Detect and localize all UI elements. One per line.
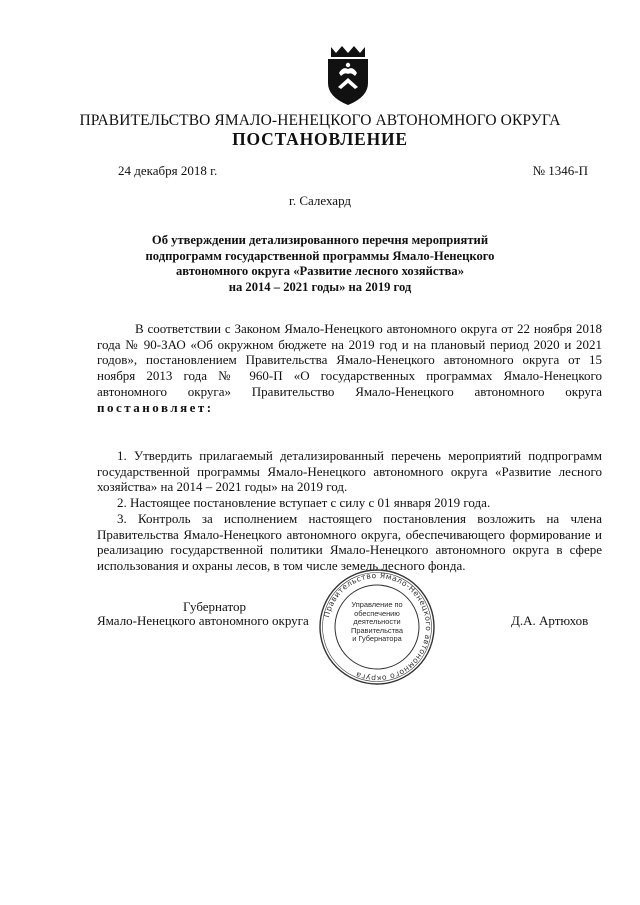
seal-line: Управление по — [351, 600, 403, 609]
document-date: 24 декабря 2018 г. — [118, 163, 218, 178]
coat-of-arms-icon — [322, 45, 374, 107]
item-paragraph-2: 2. Настоящее постановление вступает с силу с 01 января 2019 года. — [117, 495, 491, 510]
decision-verb: постановляет: — [97, 399, 214, 415]
preamble-paragraph — [97, 321, 602, 415]
title-line: на 2014 – 2021 годы» на 2019 год — [228, 279, 412, 294]
title-line: подпрограмм государственной программы Ямало-Ненецкого — [145, 248, 495, 263]
document-type: ПОСТАНОВЛЕНИЕ — [232, 129, 408, 149]
document-title — [110, 233, 530, 295]
title-line: автономного округа «Развитие лесного хозяйства» — [175, 264, 465, 278]
seal-line: обеспечению — [354, 608, 400, 618]
signatory-organization: Ямало-Ненецкого автономного округа — [97, 613, 309, 628]
seal-line: деятельности — [353, 617, 401, 627]
document-city: г. Салехард — [288, 193, 352, 208]
title-line: Об утверждении детализированного перечня мероприятий — [151, 233, 489, 247]
preamble-text: В соответствии с Законом Ямало-Ненецкого автономного округа от 22 ноября 2018 года № 90-ЗАО «Об окружном бюджете на 2019 год и на плановый период 2020 и 2021 годов», постановлением Правительства Ямало-Ненецкого автономного округа от 15 ноября 2013 года № 960-П «О государственных программах Ямало-Ненецкого автономного округа» Правительство Ямало-Ненецкого автономного округа — [97, 321, 602, 399]
item-paragraph-3: 3. Контроль за исполнением настоящего постановления возложить на члена Правительства Ямало-Ненецкого автономного округа, обеспечивающего формирование и реализацию государственной политики Ямало-Ненецкого автономного округа в сфере использования и охраны лесов, в том числе земель лесного фонда. — [97, 511, 602, 574]
signatory-name: Д.А. Артюхов — [511, 613, 589, 628]
signatory-position: Губернатор — [183, 599, 246, 614]
seal-ring-text: Правительство Ямало-Ненецкого автономного округа — [321, 570, 434, 684]
seal-line: и Губернатора — [352, 634, 402, 644]
item-paragraph-1: 1. Утвердить прилагаемый детализированный перечень мероприятий подпрограмм государственной программы Ямало-Ненецкого автономного округа «Развитие лесного хозяйства» на 2014 – 2021 годы» на 2019 год. — [97, 448, 602, 495]
seal-inner-text — [341, 601, 413, 644]
document-number: № 1346-П — [532, 163, 588, 178]
organization-name: ПРАВИТЕЛЬСТВО ЯМАЛО-НЕНЕЦКОГО АВТОНОМНОГО ОКРУГА — [79, 112, 561, 129]
seal-line: Правительства — [351, 625, 403, 635]
